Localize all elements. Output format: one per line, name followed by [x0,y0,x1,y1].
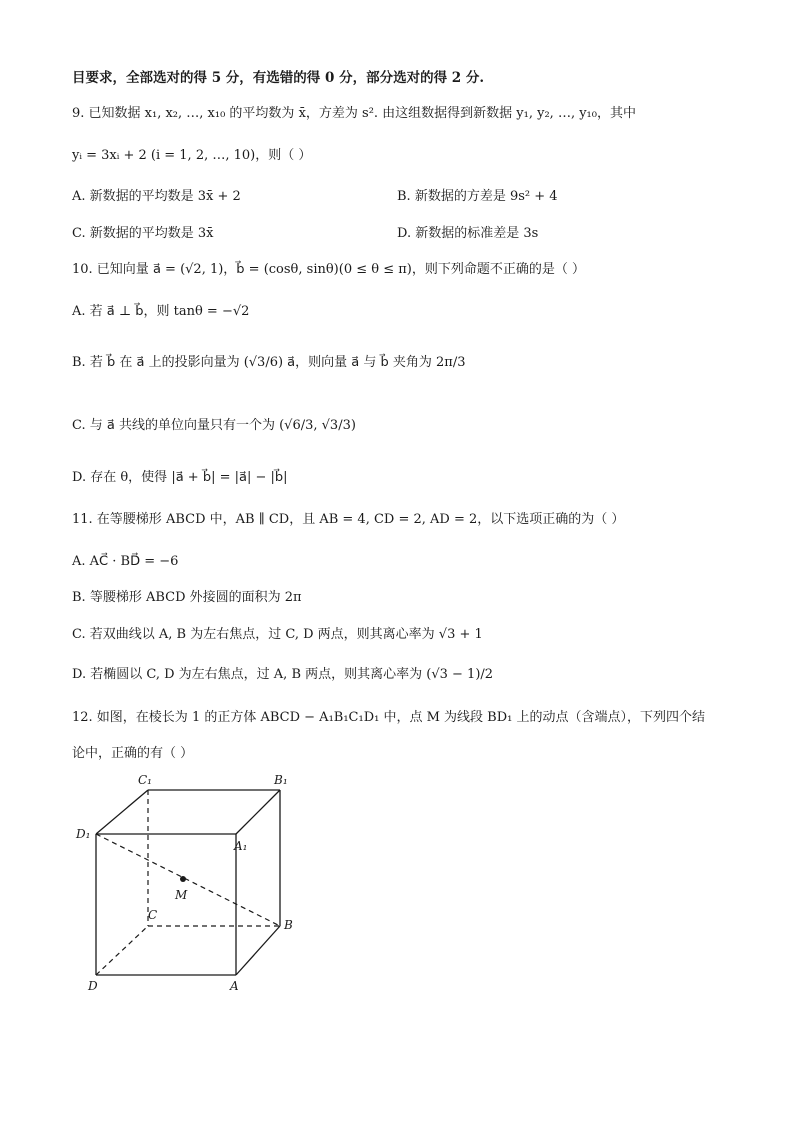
label-d1: D₁ [76,827,91,841]
q9-stem-line2: yᵢ = 3xᵢ + 2 (i = 1, 2, …, 10)，则（ ） [72,148,312,163]
q10-option-d: D. 存在 θ，使得 |a⃗ + b⃗| = |a⃗| − |b⃗| [72,470,288,485]
q10-option-b: B. 若 b⃗ 在 a⃗ 上的投影向量为 (√3/6) a⃗，则向量 a⃗ 与 b⃗ 夹角为 2π/3 [72,355,466,370]
label-c: C [148,908,158,922]
segment-bd1 [96,834,280,926]
q10-option-c: C. 与 a⃗ 共线的单位向量只有一个为 (√6/3, √3/3) [72,418,356,433]
q9-option-a: A. 新数据的平均数是 3x̄ + 2 [72,189,241,204]
q9-option-d: D. 新数据的标准差是 3s [397,226,539,241]
q12-stem-line1: 12. 如图，在棱长为 1 的正方体 ABCD − A₁B₁C₁D₁ 中，点 M 为线段 BD₁ 上的动点（含端点），下列四个结 [72,710,706,725]
q11-option-b: B. 等腰梯形 ABCD 外接圆的面积为 2π [72,590,302,605]
q12-stem-line2: 论中，正确的有（ ） [72,746,194,761]
q11-stem: 11. 在等腰梯形 ABCD 中，AB ∥ CD，且 AB = 4, CD = 2, AD = 2，以下选项正确的为（ ） [72,512,625,527]
label-c1: C₁ [138,773,152,787]
q10-option-a: A. 若 a⃗ ⊥ b⃗，则 tanθ = −√2 [72,304,250,319]
edge-d1-c1 [96,790,148,834]
q9-stem-line1: 9. 已知数据 x₁, x₂, …, x₁₀ 的平均数为 x̄，方差为 s². 由这组数据得到新数据 y₁, y₂, …, y₁₀，其中 [72,106,636,121]
label-a: A [230,979,239,993]
edge-a-b [236,926,280,975]
q10-stem: 10. 已知向量 a⃗ = (√2, 1)，b⃗ = (cosθ, sinθ)(0 ≤ θ ≤ π)，则下列命题不正确的是（ ） [72,262,585,277]
q11-option-d: D. 若椭圆以 C, D 为左右焦点，过 A, B 两点，则其离心率为 (√3 − 1)/2 [72,667,494,682]
section-instructions: 目要求，全部选对的得 5 分，有选错的得 0 分，部分选对的得 2 分. [72,70,485,86]
label-a1: A₁ [234,839,248,853]
q9-option-b: B. 新数据的方差是 9s² + 4 [397,189,558,204]
q9-option-c: C. 新数据的平均数是 3x̄ [72,226,214,241]
label-b: B [284,918,293,932]
point-m [180,876,186,882]
hidden-edge-d-c [96,926,148,975]
q11-option-c: C. 若双曲线以 A, B 为左右焦点，过 C, D 两点，则其离心率为 √3 + 1 [72,627,483,642]
edge-a1-b1 [236,790,280,834]
label-b1: B₁ [274,773,288,787]
label-d: D [88,979,98,993]
q11-option-a: A. AC⃗ · BD⃗ = −6 [72,554,179,569]
label-m: M [175,888,188,902]
cube-figure [70,768,310,998]
